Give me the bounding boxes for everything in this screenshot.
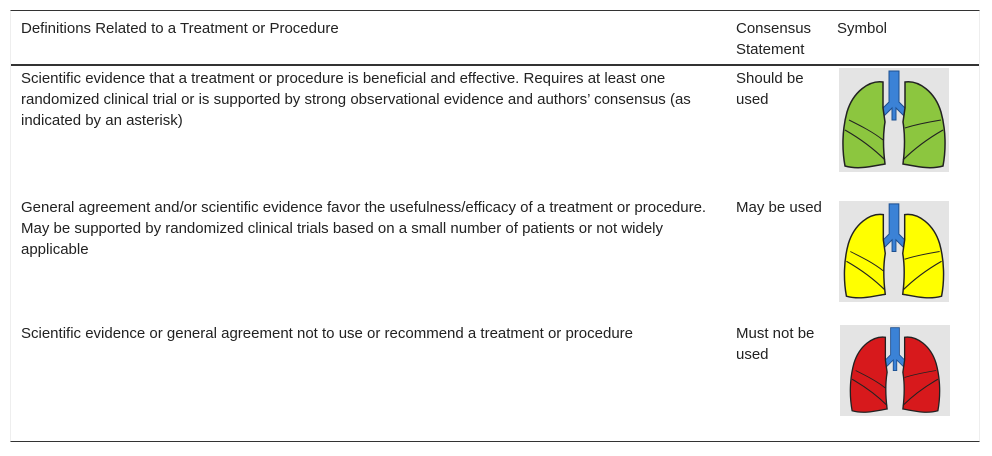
header-consensus: Consensus Statement <box>736 20 812 58</box>
table-row <box>11 322 979 440</box>
consensus-text: Must not be used <box>736 325 815 363</box>
header-symbol: Symbol <box>837 20 888 37</box>
table-header <box>11 11 979 66</box>
definition-text: General agreement and/or scientific evidence favor the usefulness/efficacy of a treatment or procedure. May be supported by randomized clinical trials based on a small number of patients or not widely applicable <box>21 199 707 258</box>
table-row <box>11 196 979 322</box>
recommendation-table <box>10 10 980 442</box>
lungs-red-icon <box>840 325 950 416</box>
consensus-text: Should be used <box>736 70 804 108</box>
definition-text: Scientific evidence or general agreement not to use or recommend a treatment or procedure <box>21 325 633 342</box>
consensus-text: May be used <box>736 199 822 216</box>
lungs-yellow-icon <box>839 201 949 302</box>
table-row <box>11 67 979 195</box>
definition-text: Scientific evidence that a treatment or procedure is beneficial and effective. Requires at least one randomized clinical trial or is supported by strong observational evidence and authors’ consensus (as indicated by an asterisk) <box>21 70 691 129</box>
header-definitions: Definitions Related to a Treatment or Procedure <box>21 20 339 37</box>
lungs-green-icon <box>839 68 949 172</box>
